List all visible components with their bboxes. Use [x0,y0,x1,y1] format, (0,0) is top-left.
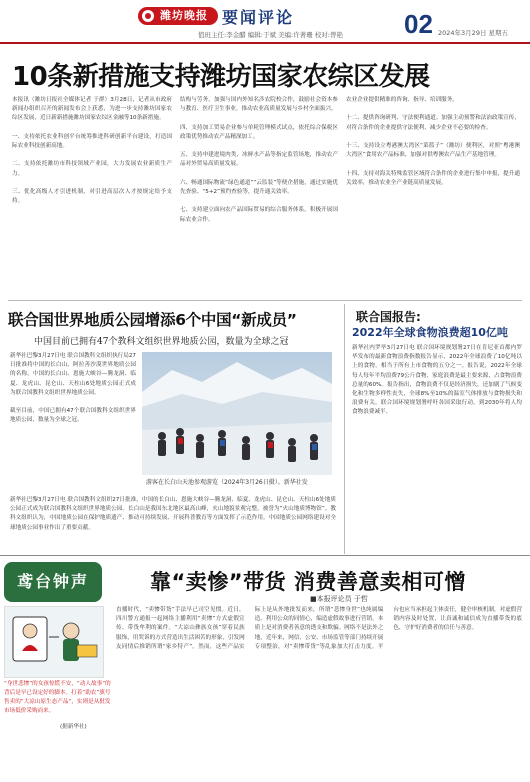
editorial-cartoon [4,606,104,678]
column-logo: 鸢台钟声 [4,562,102,602]
logo-text: 潍坊晚报 [160,9,208,22]
food-story-text: 新华社内罗毕3月27日电 联合国环境规划署27日在肯尼亚首都内罗毕发布的最新食物浪费指数报告显示，2022年全球浪费了10亿吨以上的食物，相当于所有上市食物的五分之一。报告说，2022年全球每人每年平均浪费79公斤食物，家庭浪费是最主要来源，占食物浪费总量的60%。报告指出，食物浪费不仅是经济损失，还加剧了气候变化和生物多样性丧失，全球8%至10%的温室气体排放与食物损失和浪费有关。联合国环境规划署呼吁各国采取行动，到2030年将人均食物浪费减半。 [352,345,522,416]
lead-column-2: 结构与劳务，加强与国内外知名涉农院校合作，鼓励社会资本参与教育、医疗卫生事业，推动农业高质量发展与乡村全面振兴。 四、支持加工贸易企业参与单耗管理模式试点，依托综合保税区政策优势推动农产品精深加工。 五、支持申建进境肉类、冰鲜水产品等指定监管场地，推动农产品对外贸易高质量发展。 六、畅通国际物流“绿色通道”“云监装”等便企措施，通过实施优先查验、“5+2”预约查验等，提升通关效率。 七、支持建立面向农产品国际贸易的综合服务体系，积极开展国际农业合作。 [180,97,338,223]
lead-headline: 10条新措施支持潍坊国家农综区发展 [12,62,430,92]
opinion-byline: ■本报评论员 于哲 [310,595,368,603]
food-headline-subtitle: 2022年全球食物浪费超10亿吨 [352,326,508,339]
food-headline-title: 联合国报告: [356,310,421,324]
masthead [0,0,530,44]
logo-emblem-icon [142,10,154,22]
section-divider [8,300,522,301]
newspaper-logo [138,7,218,25]
section-title: 要闻评论 [222,8,295,27]
cartoon-credit: (据新华社) [60,724,87,730]
opinion-text: 直播时代，“卖惨带货”手法早已司空见惯。近日，四川警方通报一起网络主播利用“卖惨”方式虚假宣传、带货牟利的案件。“大凉山彝族女孩”穿着民族服饰，用哭诉的方式营造出生活困苦的形象，引发网友同情后推销所谓“家乡特产”。然而，这些产品实际上是从外地批发而来，所谓“悲惨身世”也纯属编造。利用公众的同情心，编造虚假故事进行营销，本质上是对消费者善意的透支和欺骗。网络不是法外之地，近年来，网信、公安、市场监管等部门持续开展专项整治，对“卖惨带货”等乱象加大打击力度。平台也应当承担起主体责任，健全审核机制，对虚假营销内容及时处置，让真诚和诚信成为直播带货的底色，守护好消费者的信任与善意。 [116,607,522,650]
cartoon-illustration [5,607,104,678]
cartoon-caption: “身世悲惨”的女孩惊慌不安，“动人故事”的背后是早已设定好的脚本。打着“助农”旗号售卖的“大凉山原生态产品”，实则是从批发市场低价采购而来。 [4,681,111,714]
geopark-photo [142,352,332,475]
page-number: 02 [404,9,433,39]
editor-credits: 值班主任:李金醋 编辑:于斌 美编:许著珊 校对:曾艳 [198,31,343,39]
column-divider [344,304,345,554]
photo-caption: 游客在长白山天池参观游览（2024年3月26日摄）。新华社发 [146,479,308,486]
park-bottom-text: 新华社巴黎3月27日电 联合国教科文组织27日批准，中国的长白山、恩施大峡谷—腾龙洞、临夏、龙虎山、昆仑山、天柱山6处地质公园正式成为联合国教科文组织世界地质公园。长白山是我国东北地区最高山峰，火山地貌景观完整，被誉为“火山地质博物馆”。教科文组织认为，中国地质公园在保护地质遗产、推动可持续发展、开展科普教育等方面发挥了示范作用。中国地质公园网络建设对全球地质公园事业作出了重要贡献。 [10,497,336,531]
opinion-headline: 靠“卖惨”带货 消费善意卖相可憎 [150,570,466,594]
issue-date: 2024年3月29日 星期五 [438,29,509,37]
park-left-text: 新华社巴黎3月27日电 联合国教科文组织执行局27日批准将中国的长白山、阿拉善沙漠世界地质公园的名称。中国的长白山、恩施大峡谷—腾龙洞、临夏、龙虎山、昆仑山、天柱山6处地质公园正式成为联合国教科文组织世界地质公园。 截至目前，中国已拥有47个联合国教科文组织世界地质公园，数量为全球之冠。 [10,353,136,424]
park-subhead: 中国目前已拥有47个教科文组织世界地质公园，数量为全球之冠 [34,337,289,347]
tianchi-tourists-image [142,352,332,475]
lead-column-1: 本报讯（潍坊日报社全媒体记者 于群）3月28日，记者从市政府新闻办组织召开的新闻发布会上获悉，为进一步支持潍坊国家农综区发展，近日新新措施潍坊国家农综区金融等10条新措施。 一、支持依托农业科创平台统筹推进科研创新平台建设，打造国际农业科技创新高地。 二、支持依托潍坊市科技领域产业园，大力发展农业新质生产力。 三、优化高级人才引进机制，对引进高层次人才按规定给予支持。 [12,97,172,205]
lead-column-3: 农业企业提供精准的咨询、指导、培训服务。 十二、提供咨询研判、守法便利通道。加强主动预警和法治政策宣传，对符合条件的企业提供守法便利，减少企业不必要的检查。 十三、支持设立粤港澳大湾区“菜篮子”（潍坊）便利区，对照“粤港澳大湾区”食用农产品标准，加强对供粤澳农产品生产基地管理。 十四、支持对海关特殊监管区域符合条件的企业进行集中申报，提升通关效率，推动农业全产业链高质量发展。 [346,97,520,186]
park-headline: 联合国世界地质公园增添6个中国“新成员” [8,311,297,329]
